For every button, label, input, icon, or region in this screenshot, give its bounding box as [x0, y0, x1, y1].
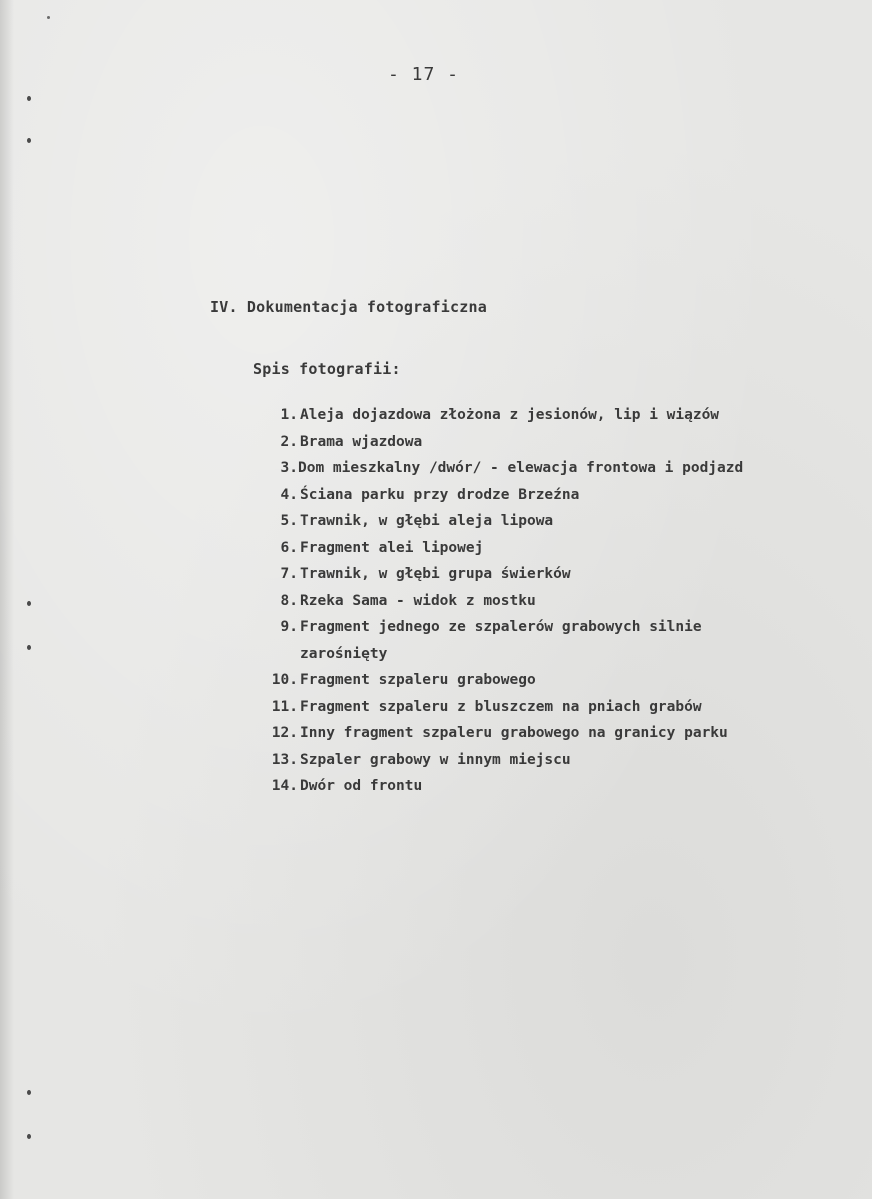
binding-hole-mark — [27, 1090, 31, 1095]
binding-hole-mark — [27, 601, 31, 606]
list-item — [256, 429, 856, 456]
item-text: Dom mieszkalny /dwór/ - elewacja frontowa i podjazd — [298, 460, 744, 476]
photo-list — [256, 402, 856, 800]
item-number: 11. — [271, 698, 298, 715]
section-heading: IV. Dokumentacja fotograficzna — [210, 298, 487, 316]
list-item — [256, 588, 856, 615]
list-item — [256, 614, 856, 667]
item-text: Inny fragment szpaleru grabowego na granicy parku — [300, 725, 728, 741]
item-text: Fragment jednego ze szpalerów grabowych silnie zarośnięty — [300, 619, 702, 662]
item-text: Szpaler grabowy w innym miejscu — [300, 751, 571, 768]
page-number: - 17 - — [388, 64, 460, 85]
item-number: 14. — [271, 778, 298, 794]
item-text: Trawnik, w głębi aleja lipowa — [300, 513, 554, 529]
item-number: 5. — [280, 513, 298, 529]
item-number: 4. — [280, 486, 298, 503]
item-text: Fragment szpaleru z bluszczem na pniach grabów — [300, 698, 702, 715]
list-item — [256, 455, 856, 482]
page-edge-shadow — [0, 0, 14, 1199]
list-item — [256, 720, 856, 747]
item-text: Brama wjazdowa — [300, 433, 423, 450]
list-item — [256, 747, 856, 774]
item-text: Ściana parku przy drodze Brzeźna — [300, 486, 580, 503]
list-item — [256, 694, 856, 721]
item-number: 3. — [280, 460, 298, 476]
list-item — [256, 402, 856, 429]
item-number: 9. — [280, 619, 298, 635]
photo-list-caption: Spis fotografii: — [253, 360, 401, 378]
item-number: 13. — [271, 751, 298, 768]
item-text: Aleja dojazdowa złożona z jesionów, lip i wiązów — [300, 407, 720, 423]
item-number: 8. — [280, 592, 298, 609]
item-number: 1. — [280, 407, 298, 423]
list-item — [256, 482, 856, 509]
binding-hole-mark — [27, 138, 31, 143]
item-text: Rzeka Sama - widok z mostku — [300, 592, 536, 609]
list-item — [256, 535, 856, 562]
item-text: Trawnik, w głębi grupa świerków — [300, 566, 571, 582]
item-text: Fragment szpaleru grabowego — [300, 672, 536, 688]
list-item — [256, 508, 856, 535]
list-item — [256, 561, 856, 588]
item-number: 6. — [280, 539, 298, 556]
paper-speck — [47, 16, 50, 19]
list-item — [256, 773, 856, 800]
binding-hole-mark — [27, 645, 31, 650]
item-number: 2. — [280, 433, 298, 450]
list-item — [256, 667, 856, 694]
item-number: 10. — [271, 672, 298, 688]
item-number: 12. — [271, 725, 298, 741]
item-number: 7. — [280, 566, 298, 582]
binding-hole-mark — [27, 96, 31, 101]
item-text: Dwór od frontu — [300, 778, 423, 794]
item-text: Fragment alei lipowej — [300, 539, 484, 556]
binding-hole-mark — [27, 1134, 31, 1139]
